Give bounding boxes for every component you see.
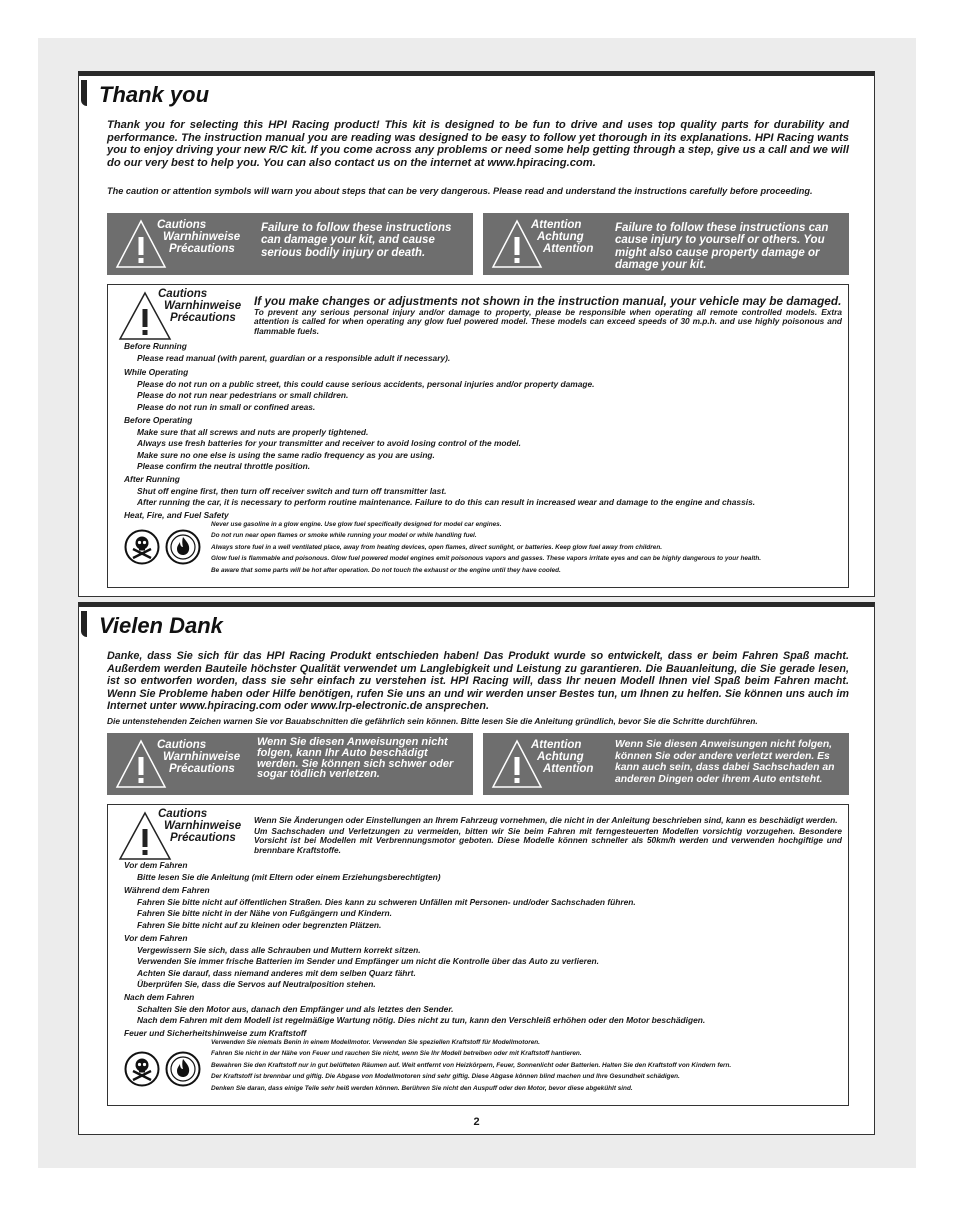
cautions-labels: Cautions Warnhinweise Précautions — [158, 808, 242, 844]
cautions-labels: Cautions Warnhinweise Précautions — [157, 739, 241, 775]
after-running-section: After Running Shut off engine first, then turn off receiver switch and turn off transmitter last. After running the car, it is necessary to perform routine maintenance. Failure to do this can result in increased wear and damage to the engine and chassis. — [124, 474, 756, 508]
while-operating-section: While Operating Please do not run on a public street, this could cause serious accidents, personal injuries and/or property damage. Please do not run near pedestrians or small children. Please do not run in small or confined areas. — [124, 367, 595, 412]
heading-bar — [81, 80, 87, 106]
section-title: Vielen Dank — [99, 613, 223, 638]
warning-headline: Wenn Sie Änderungen oder Einstellungen an Ihrem Fahrzeug vornehmen, die nicht in der Anleitung beschrieben sind, kann es beschädigt werden. — [254, 815, 838, 825]
attention-message: Failure to follow these instructions can cause injury to yourself or others. You might also cause property damage or damage your kit. — [615, 222, 829, 272]
after-running-section: Nach dem Fahren Schalten Sie den Motor aus, danach den Empfänger und als letztes den Sender. Nach dem Fahren mit dem Modell ist regelmäßige Wartung nötig. Dies nicht zu tun, kann den Verschleiß erhöhen oder den Motor beschädigen. — [124, 992, 706, 1026]
cautions-message: Wenn Sie diesen Anweisungen nicht folgen, kann Ihr Auto beschädigt werden. Sie können sich schwer oder sogar tödlich verletzen. — [257, 736, 454, 781]
cautions-labels: Cautions Warnhinweise Précautions — [157, 219, 241, 255]
fuel-safety-title: Heat, Fire, and Fuel Safety — [124, 510, 229, 520]
fuel-safety-list: Verwenden Sie niemals Benin in einem Modellmotor. Verwenden Sie speziellen Kraftstoff für Modellmotoren. Fahren Sie nicht in der Nähe von Feuer und rauchen Sie nicht, wenn Sie Ihr Modell betreiben oder mit Kraftstoff hantieren. Bewahren Sie den Kraftstoff nur in gut belüfteten Räumen auf. Weit entfernt von Heizkörpern, Feuer, Sonnenlicht oder Batterien. Halten Sie den Kraftstoff von Kindern fern. Der Kraftstoff ist brennbar und giftig. Die Abgase von Modellmotoren sind sehr giftig. Diese Abgase können blind machen und Ihre Gesundheit schädigen. Denken Sie daran, dass einige Teile sehr heiß werden können. Berühren Sie nicht den Auspuff oder den Motor, bevor diese abgekühlt sind. — [211, 1039, 732, 1092]
cautions-box — [107, 213, 473, 275]
warning-headline: If you make changes or adjustments not shown in the instruction manual, your vehicle may be damaged. — [254, 294, 842, 308]
cautions-box — [107, 733, 473, 795]
attention-box — [483, 213, 849, 275]
cautions-message: Failure to follow these instructions can damage your kit, and cause serious bodily injury or death. — [261, 222, 452, 259]
section-title: Thank you — [99, 82, 210, 107]
cautions-labels: Cautions Warnhinweise Précautions — [158, 288, 242, 324]
symbols-note: The caution or attention symbols will warn you about steps that can be very dangerous. Please read and understand the instructions carefully before proceeding. — [107, 186, 813, 196]
before-operating-section: Before Operating Make sure that all screws and nuts are properly tightened. Always use fresh batteries for your transmitter and receiver to avoid losing control of the model. Make sure no one else is using the same radio frequency as you are using. Please confirm the neutral throttle position. — [124, 415, 521, 472]
warning-text: Um Sachschaden und Verletzungen zu vermeiden, bitten wir Sie beim Fahren mit ferngesteuerten Modellen vorsichtig vorzugehen. Besondere Vorsicht ist bei Modellen mit Verbrennungsmotor geboten. Diese Modelle können schneller als 50km/h werden und verwenden hochgiftige und brennbare Kraftstoffe. — [254, 826, 842, 855]
flame-icon — [165, 529, 201, 565]
flame-icon — [165, 1051, 201, 1087]
fuel-safety-list: Never use gasoline in a glow engine. Use glow fuel specifically designed for model car engines. Do not run near open flames or smoke while running your model or while handling fuel. Always store fuel in a well ventilated place, away from heating devices, open flames, direct sunlight, or batteries. Keep glow fuel away from children. Glow fuel is flammable and poisonous. Glow fuel powered model engines emit poisonous vapors and gasses. These vapors irritate eyes and can be highly dangerous to your health. Be aware that some parts will be hot after operation. Do not touch the exhaust or the engine until they have cooled. — [211, 521, 762, 574]
attention-labels: Attention Achtung Attention — [531, 739, 594, 775]
before-operating-section: Vor dem Fahren Vergewissern Sie sich, dass alle Schrauben und Muttern korrekt sitzen. Verwenden Sie immer frische Batterien im Sender und Empfänger um nicht die Kontrolle über das Auto zu verlieren. Achten Sie darauf, dass niemand anderes mit dem selben Quarz fährt. Überprüfen Sie, dass die Servos auf Neutralposition stehen. — [124, 933, 599, 990]
attention-labels: Attention Achtung Attention — [531, 219, 594, 255]
while-operating-section: Während dem Fahren Fahren Sie bitte nicht auf öffentlichen Straßen. Dies kann zu schweren Unfällen mit Personen- und/oder Sachschaden führen. Fahren Sie bitte nicht in der Nähe von Fußgängern und Kindern. Fahren Sie bitte nicht auf zu kleinen oder begrenzten Plätzen. — [124, 885, 636, 930]
poison-skull-icon — [124, 529, 160, 565]
fuel-safety-title: Feuer und Sicherheitshinweise zum Kraftstoff — [124, 1028, 307, 1038]
german-section — [78, 602, 875, 1135]
attention-box — [483, 733, 849, 795]
warning-box — [107, 804, 849, 1106]
before-running-section: Before Running Please read manual (with parent, guardian or a responsible adult if necessary). — [124, 341, 451, 363]
page-number: 2 — [473, 1116, 480, 1128]
poison-skull-icon — [124, 1051, 160, 1087]
before-running-section: Vor dem Fahren Bitte lesen Sie die Anleitung (mit Eltern oder einem Erziehungsberechtigten) — [124, 860, 441, 882]
warning-box — [107, 284, 849, 588]
fuel-safety-icons — [124, 1051, 204, 1089]
heading-bar — [81, 611, 87, 637]
attention-message: Wenn Sie diesen Anweisungen nicht folgen, können Sie oder andere verletzt werden. Es kann auch sein, dass dabei Sachschaden an anderen Dingen oder ihrem Auto entsteht. — [615, 739, 835, 785]
intro-paragraph: Danke, dass Sie sich für das HPI Racing Produkt entschieden haben! Das Produkt wurde so entwickelt, dass er beim Fahren Spaß macht. Außerdem werden Bauteile höchster Qualität verwendet um Langlebigkeit und Leistung zu garantieren. Die Bauanleitung, die Sie gerade lesen, ist so entworfen worden, dass sie sehr einfach zu verstehen ist. HPI Racing will, dass Ihr neuen Modell Ihnen viel Spaß beim Fahren macht. Wenn Sie Probleme haben oder Hilfe benötigen, rufen Sie uns an und wir werden unser Bestes tun, um Ihnen zu helfen. Sie können uns auch im Internet unter www.hpiracing.com oder www.lrp-electronic.de ansprechen. — [107, 650, 849, 713]
english-section — [78, 71, 875, 597]
symbols-note: Die untenstehenden Zeichen warnen Sie vor Bauabschnitten die gefährlich sein können. Bitte lesen Sie die Anleitung gründlich, bevor Sie die Schritte durchführen. — [107, 716, 758, 726]
warning-text: To prevent any serious personal injury and/or damage to property, please be responsible when operating all remote controlled models. Extra attention is called for when operating any glow fuel powered model. These models can exceed speeds of 30 m.p.h. and use highly poisonous and flammable fuels. — [254, 307, 842, 336]
fuel-safety-icons — [124, 529, 204, 567]
intro-paragraph: Thank you for selecting this HPI Racing product! This kit is designed to be fun to drive and uses top quality parts for durability and performance. The instruction manual you are reading was designed to be easy to follow yet thorough in its explanations. HPI Racing wants you to enjoy driving your new R/C kit. If you come across any problems or need some help getting through a step, give us a call and we will do our very best to help you. You can also contact us on the internet at www.hpiracing.com. — [107, 119, 849, 169]
